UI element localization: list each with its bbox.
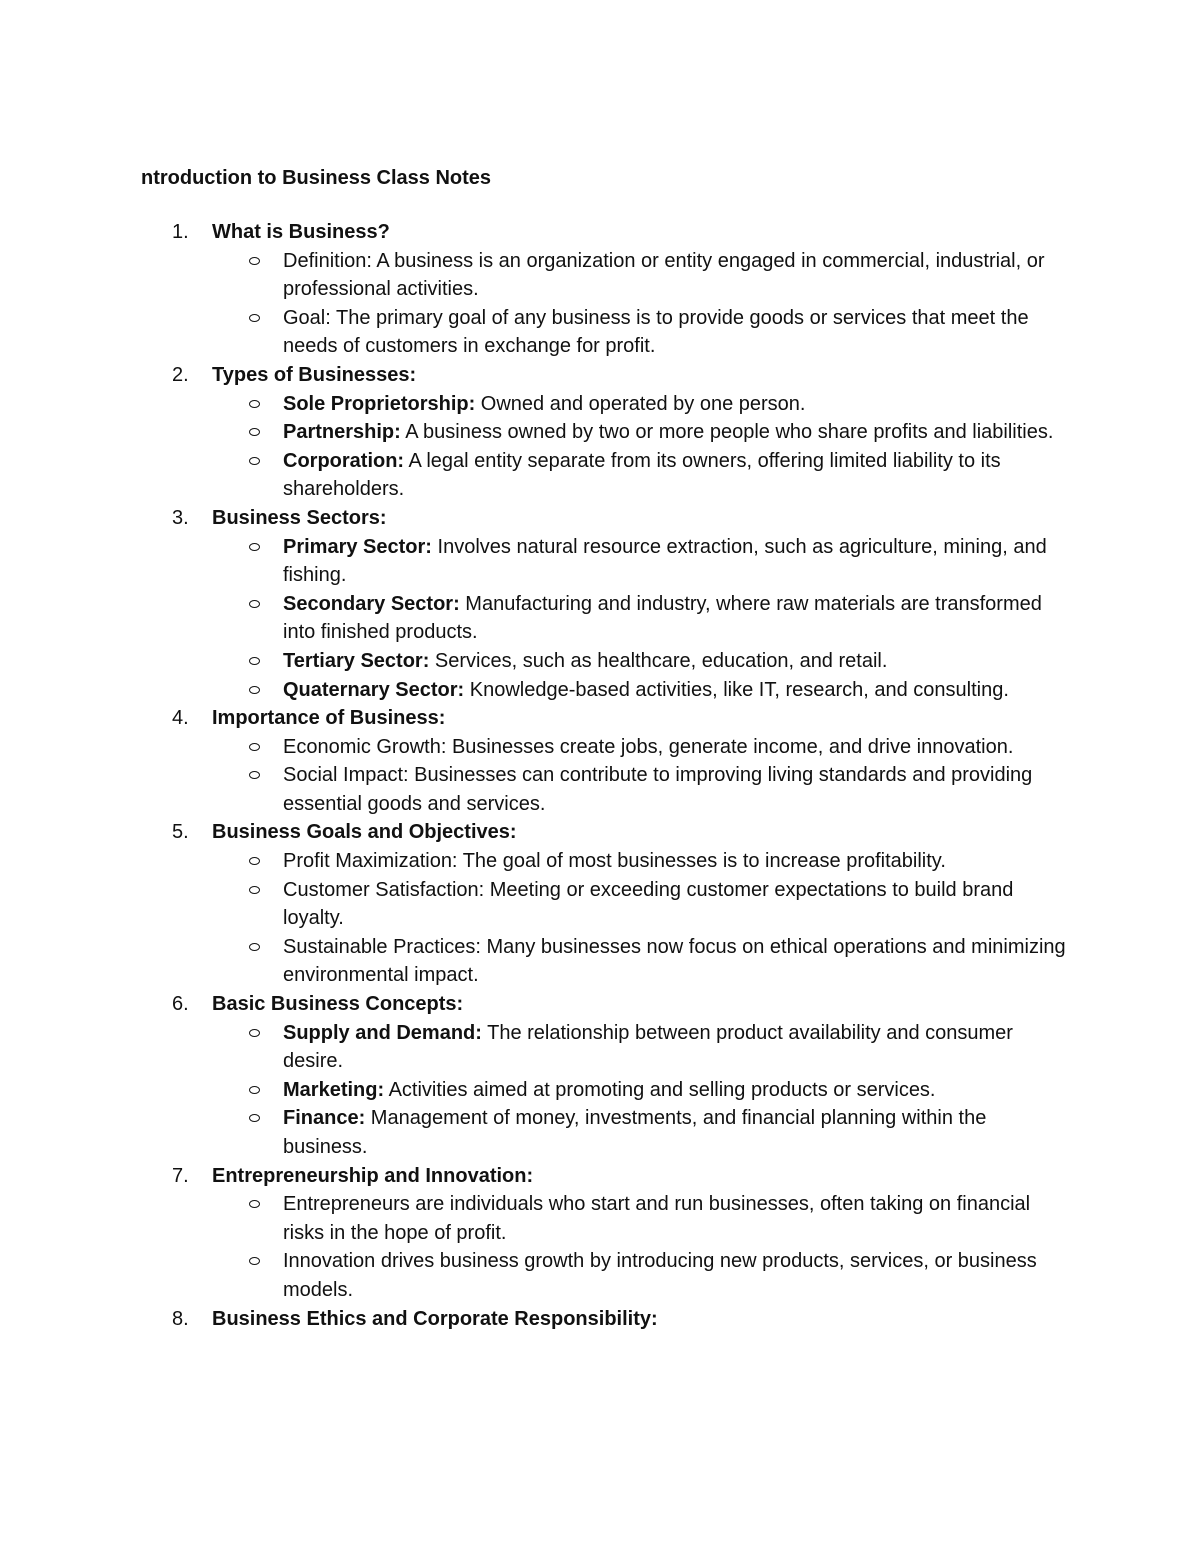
list-item	[0, 304, 1200, 361]
section-number: 3.	[172, 506, 189, 529]
item-term: Finance:	[283, 1107, 366, 1130]
section-number: 4.	[172, 707, 189, 730]
item-text: Involves natural resource extraction, such as agriculture, mining, and fishing.	[283, 535, 1047, 587]
list-item	[0, 1104, 1200, 1161]
section-heading	[0, 361, 1200, 390]
item-term: Primary Sector:	[283, 535, 432, 558]
document-title: ntroduction to Business Class Notes	[141, 167, 492, 189]
section-number: 6.	[172, 993, 189, 1016]
list-item	[0, 590, 1200, 647]
item-text: Knowledge-based activities, like IT, research, and consulting.	[464, 678, 1009, 701]
item-text: The relationship between product availability and consumer desire.	[283, 1021, 1013, 1073]
outline-section	[0, 361, 1200, 504]
item-term: Sole Proprietorship:	[283, 392, 476, 415]
hollow-circle-bullet-icon	[249, 1257, 260, 1265]
hollow-circle-bullet-icon	[249, 257, 260, 265]
section-bullet-list	[0, 533, 1200, 705]
list-item	[0, 418, 1200, 447]
section-heading	[0, 818, 1200, 847]
item-text: Customer Satisfaction: Meeting or exceeding customer expectations to build brand loyalty.	[283, 878, 1014, 930]
hollow-circle-bullet-icon	[249, 743, 260, 751]
section-number: 5.	[172, 821, 189, 844]
hollow-circle-bullet-icon	[249, 771, 260, 779]
section-heading	[0, 1305, 1200, 1334]
list-item	[0, 676, 1200, 705]
item-text: Services, such as healthcare, education, and retail.	[429, 649, 888, 672]
hollow-circle-bullet-icon	[249, 314, 260, 322]
item-text: Activities aimed at promoting and selling products or services.	[384, 1078, 936, 1101]
outline-section	[0, 818, 1200, 990]
hollow-circle-bullet-icon	[249, 657, 260, 665]
hollow-circle-bullet-icon	[249, 1086, 260, 1094]
list-item	[0, 933, 1200, 990]
hollow-circle-bullet-icon	[249, 857, 260, 865]
outline-section	[0, 1305, 1200, 1334]
item-text: Goal: The primary goal of any business is to provide goods or services that meet the needs of customers in exchange for profit.	[283, 306, 1029, 358]
section-bullet-list	[0, 247, 1200, 361]
section-heading	[0, 704, 1200, 733]
section-title: Basic Business Concepts:	[212, 993, 464, 1016]
item-term: Tertiary Sector:	[283, 649, 430, 672]
list-item	[0, 1019, 1200, 1076]
section-bullet-list	[0, 1190, 1200, 1304]
item-term: Quaternary Sector:	[283, 678, 465, 701]
list-item	[0, 1190, 1200, 1247]
item-text: Profit Maximization: The goal of most businesses is to increase profitability.	[283, 850, 946, 873]
item-term: Marketing:	[283, 1078, 385, 1101]
hollow-circle-bullet-icon	[249, 400, 260, 408]
outline-section	[0, 704, 1200, 818]
hollow-circle-bullet-icon	[249, 600, 260, 608]
notes-outline	[0, 218, 1200, 1333]
item-text: Sustainable Practices: Many businesses now focus on ethical operations and minimizing environmental impact.	[283, 935, 1066, 987]
item-term: Secondary Sector:	[283, 592, 460, 615]
item-text: A business owned by two or more people who share profits and liabilities.	[400, 421, 1054, 444]
section-heading	[0, 1162, 1200, 1191]
item-text: Manufacturing and industry, where raw materials are transformed into finished products.	[283, 592, 1042, 644]
item-text: Innovation drives business growth by introducing new products, services, or business models.	[283, 1250, 1037, 1301]
section-bullet-list	[0, 1019, 1200, 1162]
list-item	[0, 1247, 1200, 1304]
list-item	[0, 733, 1200, 762]
section-heading	[0, 504, 1200, 533]
section-title: Business Ethics and Corporate Responsibility:	[212, 1307, 658, 1330]
list-item	[0, 876, 1200, 933]
hollow-circle-bullet-icon	[249, 686, 260, 694]
item-term: Supply and Demand:	[283, 1021, 482, 1044]
outline-section	[0, 218, 1200, 361]
section-number: 7.	[172, 1164, 189, 1187]
item-term: Partnership:	[283, 421, 401, 444]
section-number: 8.	[172, 1307, 189, 1330]
item-term: Corporation:	[283, 449, 405, 472]
item-text: A legal entity separate from its owners, offering limited liability to its shareholders.	[283, 449, 1001, 501]
outline-section	[0, 1162, 1200, 1305]
section-number: 2.	[172, 363, 189, 386]
hollow-circle-bullet-icon	[249, 1029, 260, 1037]
list-item	[0, 761, 1200, 818]
item-text: Definition: A business is an organization or entity engaged in commercial, industrial, or professional activities.	[283, 249, 1045, 301]
section-title: Importance of Business:	[212, 707, 446, 730]
list-item	[0, 847, 1200, 876]
item-text: Economic Growth: Businesses create jobs, generate income, and drive innovation.	[283, 735, 1014, 758]
hollow-circle-bullet-icon	[249, 943, 260, 951]
section-title: Business Goals and Objectives:	[212, 821, 517, 844]
outline-section	[0, 504, 1200, 704]
hollow-circle-bullet-icon	[249, 543, 260, 551]
list-item	[0, 647, 1200, 676]
item-text: Management of money, investments, and financial planning within the business.	[283, 1107, 987, 1158]
outline-section	[0, 990, 1200, 1162]
list-item	[0, 1076, 1200, 1105]
hollow-circle-bullet-icon	[249, 886, 260, 894]
item-text: Owned and operated by one person.	[475, 392, 806, 415]
list-item	[0, 247, 1200, 304]
section-heading	[0, 990, 1200, 1019]
hollow-circle-bullet-icon	[249, 428, 260, 436]
hollow-circle-bullet-icon	[249, 1114, 260, 1122]
list-item	[0, 447, 1200, 504]
list-item	[0, 390, 1200, 419]
section-bullet-list	[0, 847, 1200, 990]
section-heading	[0, 218, 1200, 247]
section-bullet-list	[0, 733, 1200, 819]
section-number: 1.	[172, 221, 189, 243]
section-bullet-list	[0, 390, 1200, 504]
section-title: Entrepreneurship and Innovation:	[212, 1164, 534, 1187]
hollow-circle-bullet-icon	[249, 1200, 260, 1208]
list-item	[0, 533, 1200, 590]
section-title: Types of Businesses:	[212, 363, 417, 386]
item-text: Social Impact: Businesses can contribute to improving living standards and providing essential goods and services.	[283, 764, 1033, 815]
section-title: What is Business?	[212, 221, 390, 243]
hollow-circle-bullet-icon	[249, 457, 260, 465]
section-title: Business Sectors:	[212, 506, 387, 529]
item-text: Entrepreneurs are individuals who start and run businesses, often taking on financial risks in the hope of profit.	[283, 1193, 1031, 1244]
